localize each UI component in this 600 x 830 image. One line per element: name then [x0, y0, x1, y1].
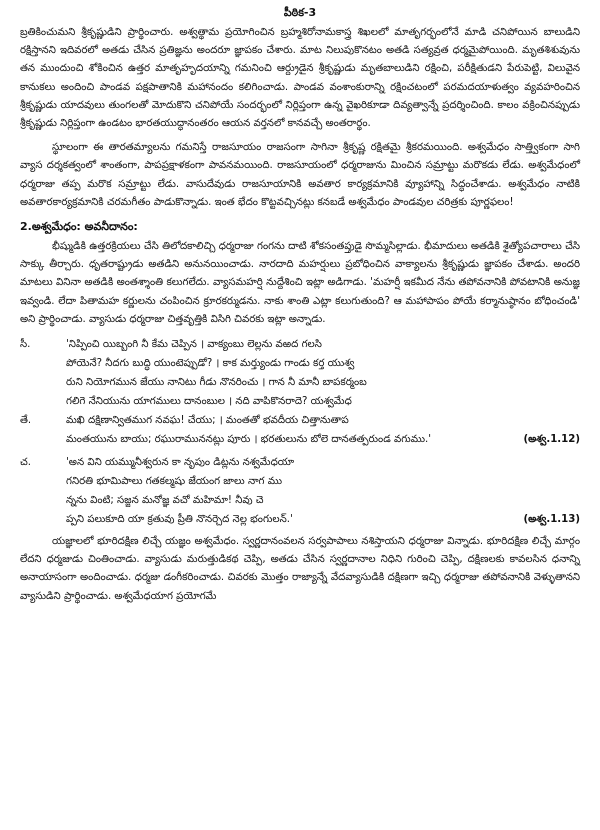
section-paragraph-1: భీష్ముడికి ఉత్తరక్రియలు చేసి తిలోదకాలిచ్చి ధర్మరాజు గంగను దాటి శోకసంతప్తుడై సొమ్మసిల్లాడు. భీమాదులు అతడికి శైత్యోపచారాలు చేసి సాక్కు తీర్చారు. ధృతరాష్ట్రుడు అతడిని అనునయించాడు. నారదాది మహర్షులు ప్రబోధించిన వాక్యాలను శ్రీకృష్ణుడు జ్ఞాపకం చేశాడు. అందరి మాటలు వినినా అతడికి అంతశ్శాంతి కలుగలేదు. వ్యాసమహర్షి నుద్దేశించి ఇట్లా అడిగాడు. 'మహర్షీ ఇకమీద నేను తపోవనానికి పోవటానికి అనుజ్ఞ ఇవ్వండి. లేదా పితామహ కర్ణులను చంపించిన క్రూరకర్ముడను. నాకు శాంతి ఎట్లా కలుగుతుంది? ఆ మహాపాపం పోయే కర్మానుష్ఠానం బోధించండి' అని ప్రార్థించాడు. వ్యాసుడు ధర్మరాజు చిత్తవృత్తికి విసిగి చివరకు ఇట్లా అన్నాడు. — [20, 241, 580, 325]
paragraph-1: బ్రతికించుమని శ్రీకృష్ణుడిని ప్రార్థించారు. అశ్వత్థామ ప్రయోగించిన బ్రహ్మశిరోనామకాస్త్ర శిఖలలో మాతృగర్భంలోనే మాడి చనిపోయిన బాలుడిని రక్షిస్తానని ఇదివరలో అతడు చేసిన ప్రతిజ్ఞను అందరూ జ్ఞాపకం చేశారు. మాట నిలుపుకొనటం అతడి సత్యవ్రత ధర్మమైపోయింది. మృతశిశువును తన ముందుంచి శోకించిన ఉత్తర మాతృహృదయాన్ని గమనించి ఆర్ద్రుడైన శ్రీకృష్ణుడు మృతబాలుడిని రక్షించి, పరీక్షితుడని పేరుపెట్టి, విలువైన కానుకలు అందించి పాండవ పక్షపాతానికి మహానందం కలిగించాడు. పాండవ వంశాంకురాన్ని రక్షించటంలో పరమదయాళుత్వం వ్యవహరించిన శ్రీకృష్ణుడు యాదవులు తుంగలతో మోదుకొని చనిపోయే సందర్భంలో నిర్లిప్తంగా ఉన్న వైఖరికూడా దివ్యత్వాన్నే ప్రదర్శించింది. కాలం వక్రించినప్పుడు శ్రీకృష్ణుడు నిర్లిప్తంగా ఉండటం భారతయుద్ధానంతరం ఆయన వర్తనలో కానవచ్చే అంతరార్థం. — [20, 27, 580, 130]
verse-block-1 — [20, 335, 580, 449]
verse-text: 'నిప్పించి యిబ్బంగి నీ కేమ చెప్పిన । వాక్యంబు లెల్లను వఱద గలసి — [66, 339, 322, 351]
verse-block-2 — [20, 453, 580, 529]
verse-label: సీ. — [20, 339, 31, 351]
verse-text: రుని నియోగమున జేయు నానిటు గీడు నొనరించు । గాన నీ మానీ బాపకర్మంబ — [66, 377, 367, 389]
verse-text: ప్పని పలుకూది యా క్రతువు ప్రీతి నొనర్చెద నెల్ల భంగులన్.' — [66, 514, 293, 526]
verse-line — [20, 491, 580, 510]
verse-line — [20, 453, 580, 472]
verse-line — [20, 335, 580, 354]
verse-text: మంతయును బాయు; రఘురాముననట్లు పూరు । భరతులును బోలె దానతత్పరుండ వగుము.' — [66, 434, 432, 446]
paragraph-2: స్థూలంగా ఈ తారతమ్యాలను గమనిస్తే రాజసూయం రాజసంగా సాగినా శ్రీకృష్ణ రక్షితమై శ్రీకరమయింది. అశ్వమేధం సాత్త్వికంగా సాగి వ్యాస దర్శకత్వంలో శాంతంగా, పాపప్రక్షాళకంగా పావనమయింది. రాజసూయంలో ధర్మరాజును మించిన సమ్రాట్టు మరొకడు లేడు. అశ్వమేధంలో ధర్మరాజు తప్ప మరొక సమ్రాట్టు లేడు. వాసుదేవుడు రాజసూయానికి అవతార కార్యక్రమానికి వ్యూహాన్ని సిద్ధంచేశాడు. అశ్వమేధం నాటికి అవతారకార్యక్రమానికి చరమగీతం పాడుకొన్నాడు. ఇంత భేదం కొట్టవచ్చినట్లు కనబడే అశ్వమేధం పాండవుల చరిత్రకు పూర్ణఫలం! — [20, 142, 580, 208]
verse-text: న్నను వింటి; సజ్జన మనోజ్ఞ వచో మహిమా! నీవు చె — [66, 495, 264, 507]
verse-text: పోయెనే? నీదగు బుద్ధి యుంటెప్పుడో? । కాక మర్త్యుండు గాండు కర్త యుశ్వ — [66, 358, 355, 370]
verse-line — [20, 373, 580, 392]
verse-text: గలిగె నేనియును యాగములు దానంబుల । నది వాపికొనరాదె? యశ్వమేధ — [66, 396, 352, 408]
section-heading: 2.అశ్వమేధం: అవనీదానం: — [20, 220, 138, 234]
verse-label: చ. — [20, 457, 31, 469]
verse-label: తే. — [20, 415, 32, 427]
page-header: పీఠిక-3 — [283, 6, 317, 19]
verse-line — [20, 411, 580, 430]
verse-line — [20, 354, 580, 373]
verse-line — [20, 510, 580, 529]
verse-reference: (అశ్వ.1.13) — [523, 514, 580, 526]
verse-reference: (అశ్వ.1.12) — [523, 434, 580, 446]
verse-text: మఖి దక్షిణాన్వితముగ నవఘ! చేయు; । మంతతో భవదీయ చిత్తానుతాప — [66, 415, 349, 427]
verse-line — [20, 392, 580, 411]
closing-paragraph: యజ్ఞాలలో భూరిదక్షిణ లిచ్చే యజ్ఞం అశ్వమేధం. స్వర్ణదానంవలన సర్వపాపాలు నశిస్తాయని ధర్మరాజు విన్నాడు. భూరిదక్షిణ లిచ్చే మార్గం లేదని ధర్మజుడు చింతించాడు. వ్యాసుడు మరుత్తుడికథ చెప్పి, అతడు చేసిన స్వర్ణదానాల నిధిని గురించి చెప్పి, దక్షిణలకు కావలసిన ధనాన్ని అనాయాసంగా అందించాడు. ధర్మజు డంగీకరించాడు. చివరకు మొత్తం రాజ్యాన్నే వేదవ్యాసుడికి దక్షిణగా ఇచ్చి ధర్మరాజు తపోవనానికి వెళ్ళుతానని వ్యాసుడిని ప్రార్థించాడు. అశ్వమేధయాగ ప్రయోగమే — [20, 536, 580, 602]
verse-text: 'అన విని యమ్మునీశ్వరున కా నృపుం డిట్లను నశ్వమేధయా — [66, 457, 295, 469]
verse-line — [20, 472, 580, 491]
verse-text: గనిరతి భూమిపాలు గతకల్మషు జేయంగ జాలు నాగ ము — [66, 476, 283, 488]
verse-line — [20, 430, 580, 449]
